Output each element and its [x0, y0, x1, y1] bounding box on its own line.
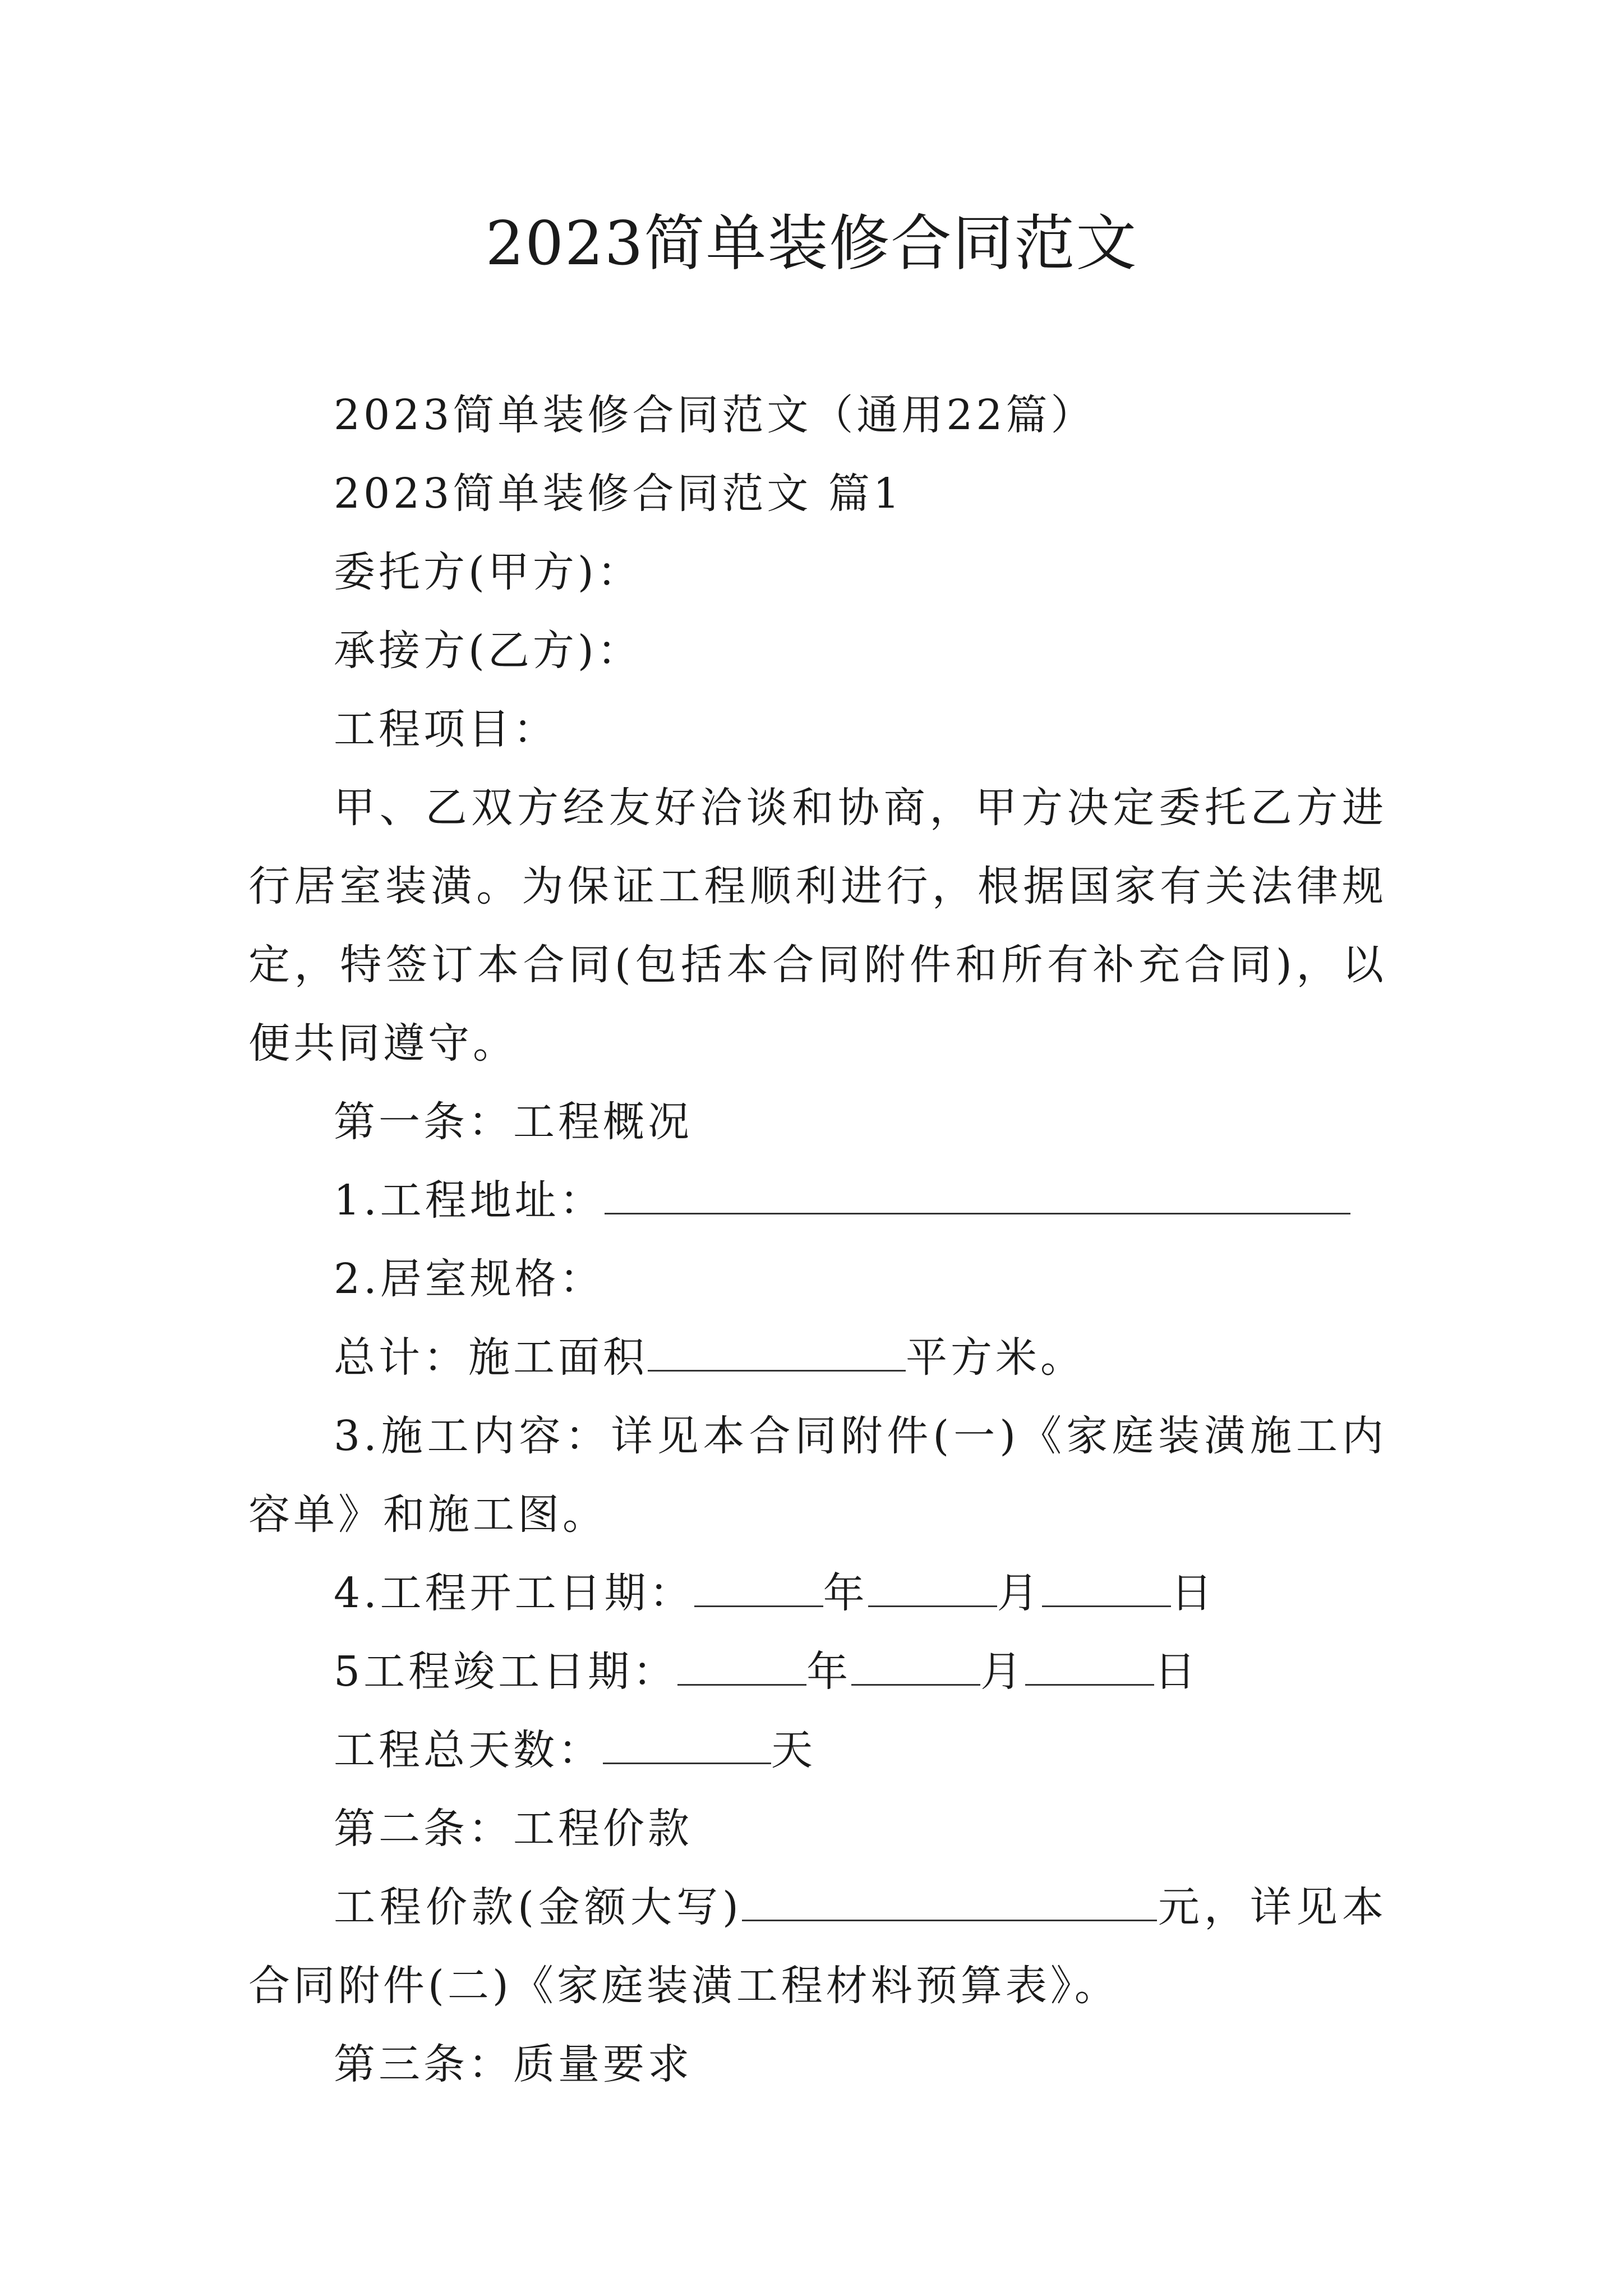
- total-days-unit: 天: [771, 1726, 816, 1774]
- finish-day-unit: 日: [1154, 1648, 1200, 1696]
- document-body: [248, 376, 1387, 2104]
- room-spec-line: 2.居室规格：: [334, 1255, 605, 1303]
- client-line: 委托方(甲方)：: [334, 548, 642, 596]
- contractor-line: 承接方(乙方)：: [334, 627, 642, 675]
- start-date-line: [248, 1554, 1387, 1632]
- finish-date-label: 5工程竣工日期：: [334, 1648, 678, 1696]
- clause-3-heading: 第三条：质量要求: [334, 2040, 693, 2088]
- finish-year-blank: [677, 1647, 806, 1686]
- finish-month-blank: [851, 1647, 980, 1686]
- start-day-blank: [1042, 1568, 1171, 1607]
- total-days-blank: [603, 1726, 771, 1764]
- preamble-paragraph: 甲、乙双方经友好洽谈和协商，甲方决定委托乙方进行居室装潢。为保证工程顺利进行，根据国家有关法律规定，特签订本合同(包括本合同附件和所有补充合同)，以便共同遵守。: [248, 784, 1387, 1068]
- area-unit: 平方米。: [906, 1333, 1085, 1382]
- start-date-label: 4.工程开工日期：: [334, 1569, 694, 1617]
- document-title: 2023简单装修合同范文: [485, 209, 1138, 279]
- total-days-label: 工程总天数：: [334, 1726, 603, 1774]
- area-blank: [648, 1333, 906, 1372]
- intro-line: 2023简单装修合同范文（通用22篇）: [334, 391, 1096, 439]
- start-month-unit: 月: [997, 1569, 1042, 1617]
- address-line: [248, 1161, 1387, 1240]
- price-tail: 元，详见本合同附件(二)《家庭装潢工程材料预算表》。: [248, 1883, 1387, 2010]
- area-line: [248, 1318, 1387, 1397]
- finish-day-blank: [1025, 1647, 1154, 1686]
- address-label: 1.工程地址：: [334, 1176, 605, 1225]
- price-paragraph: [248, 1868, 1387, 2025]
- clause-2-heading: 第二条：工程价款: [334, 1805, 693, 1853]
- area-label: 总计：施工面积: [334, 1333, 648, 1382]
- article-heading: 2023简单装修合同范文 篇1: [334, 470, 903, 518]
- finish-date-line: [248, 1632, 1387, 1711]
- start-day-unit: 日: [1170, 1569, 1216, 1617]
- clause-1-heading: 第一条：工程概况: [334, 1098, 693, 1146]
- address-blank: [605, 1176, 1350, 1214]
- total-days-line: [248, 1711, 1387, 1789]
- price-label: 工程价款(金额大写): [334, 1883, 742, 1931]
- finish-year-unit: 年: [806, 1648, 852, 1696]
- start-year-unit: 年: [823, 1569, 868, 1617]
- project-line: 工程项目：: [334, 705, 558, 753]
- start-year-blank: [694, 1568, 823, 1607]
- price-blank: [742, 1883, 1157, 1921]
- content-paragraph: 3.施工内容：详见本合同附件(一)《家庭装潢施工内容单》和施工图。: [248, 1412, 1387, 1539]
- finish-month-unit: 月: [980, 1648, 1026, 1696]
- start-month-blank: [868, 1568, 997, 1607]
